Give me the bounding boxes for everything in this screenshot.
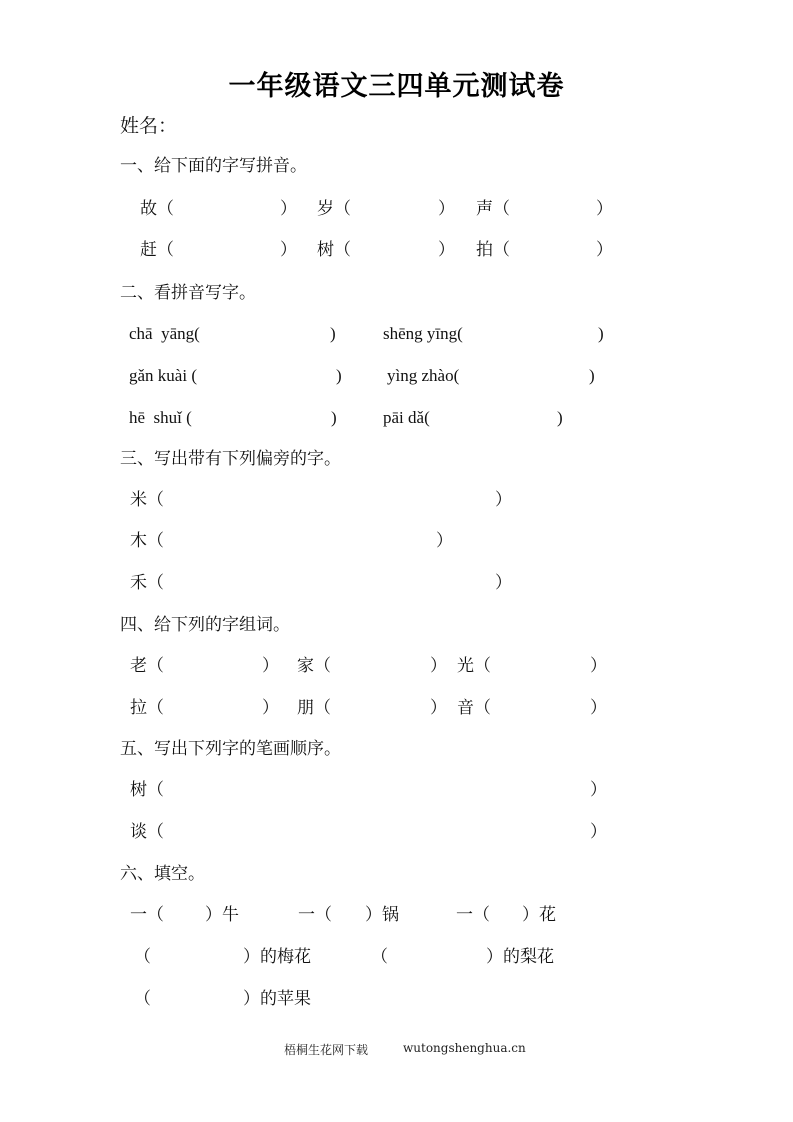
blank-open: 谈（	[130, 822, 164, 842]
section-4-heading: 四、给下列的字组词。	[120, 615, 290, 635]
blank-open: 故（	[140, 199, 174, 219]
blank-open: 家（	[297, 656, 331, 676]
blank-close: )	[336, 366, 342, 385]
blank-close: ）	[280, 199, 297, 219]
blank-open: 拍（	[476, 240, 510, 260]
blank-open: 树（	[317, 240, 351, 260]
blank-close: ）	[596, 199, 613, 219]
blank-open: 木（	[130, 531, 164, 551]
blank-open: 一（	[456, 905, 490, 925]
blank-close: ）	[590, 780, 607, 800]
blank-close: )	[557, 408, 563, 427]
blank-close: ）	[495, 573, 512, 593]
blank-open: 光（	[457, 656, 491, 676]
blank-open: 米（	[130, 490, 164, 510]
section-5-heading: 五、写出下列字的笔画顺序。	[120, 739, 341, 759]
blank-close: ）	[438, 240, 455, 260]
pinyin-prompt: gǎn kuài (	[129, 366, 197, 385]
blank-close: ）	[262, 656, 279, 676]
blank-close: )	[598, 324, 604, 343]
section-2-heading: 二、看拼音写字。	[120, 283, 256, 303]
blank-open: 老（	[130, 656, 164, 676]
blank-close: ）	[495, 490, 512, 510]
blank-open: 音（	[457, 698, 491, 718]
footer-site-name: 梧桐生花网下载	[284, 1043, 369, 1057]
blank-close: ）	[590, 698, 607, 718]
blank-open: 拉（	[130, 698, 164, 718]
blank-close: ）花	[522, 905, 556, 925]
pinyin-prompt: yìng zhào(	[387, 366, 460, 385]
blank-close: ）	[262, 698, 279, 718]
blank-close: ）	[430, 698, 447, 718]
page-title: 一年级语文三四单元测试卷	[228, 71, 565, 102]
blank-close: )	[331, 408, 337, 427]
blank-close: ）锅	[365, 905, 399, 925]
blank-open: 一（	[298, 905, 332, 925]
blank-open: 声（	[476, 199, 510, 219]
blank-close: ）	[430, 656, 447, 676]
blank-open: （	[134, 947, 151, 967]
blank-close: ）	[280, 240, 297, 260]
blank-close: ）	[596, 240, 613, 260]
pinyin-prompt: pāi dǎ(	[383, 408, 430, 427]
pinyin-prompt: shēng yīng(	[383, 324, 463, 343]
section-6-heading: 六、填空。	[120, 864, 205, 884]
blank-close: ）牛	[205, 905, 239, 925]
blank-close: ）的梨花	[486, 947, 554, 967]
blank-close: ）的梅花	[243, 947, 311, 967]
blank-close: ）的苹果	[243, 989, 311, 1009]
name-label: 姓名：	[120, 115, 178, 137]
blank-close: ）	[590, 656, 607, 676]
blank-open: 朋（	[297, 698, 331, 718]
section-1-heading: 一、给下面的字写拼音。	[120, 156, 307, 176]
blank-close: ）	[590, 822, 607, 842]
blank-close: ）	[438, 199, 455, 219]
blank-open: （	[134, 989, 151, 1009]
blank-open: 一（	[130, 905, 164, 925]
blank-open: 赶（	[140, 240, 174, 260]
section-3-heading: 三、写出带有下列偏旁的字。	[120, 449, 341, 469]
blank-open: 树（	[130, 780, 164, 800]
pinyin-prompt: hē shuǐ (	[129, 408, 192, 427]
blank-close: ）	[436, 531, 453, 551]
footer-url: wutongshenghua.cn	[403, 1041, 526, 1055]
blank-close: )	[589, 366, 595, 385]
blank-open: 禾（	[130, 573, 164, 593]
blank-close: )	[330, 324, 336, 343]
blank-open: 岁（	[317, 199, 351, 219]
pinyin-prompt: chā yāng(	[129, 324, 200, 343]
blank-open: （	[371, 947, 388, 967]
